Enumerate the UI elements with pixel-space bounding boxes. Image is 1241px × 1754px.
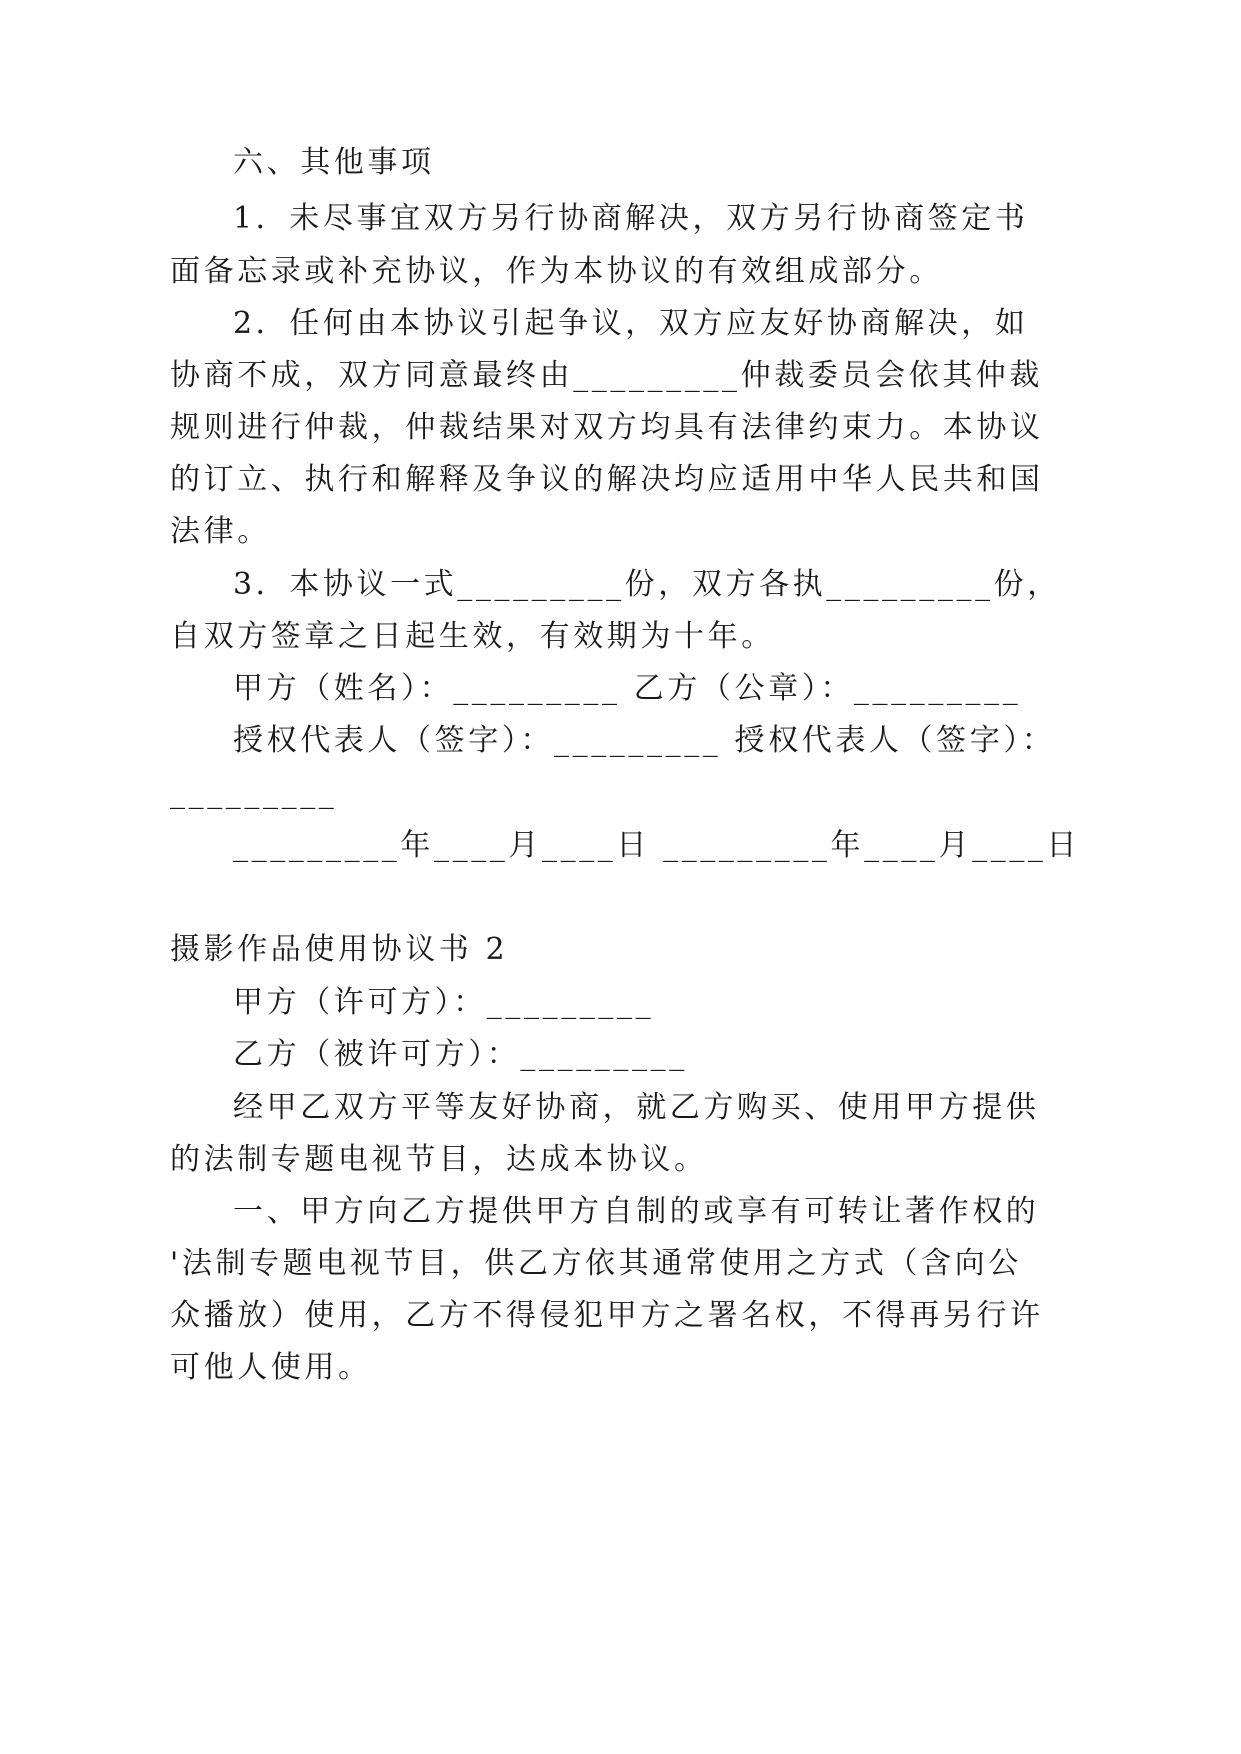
item-2-line-3: 规则进行仲裁，仲裁结果对双方均具有法律约束力。本协议 xyxy=(170,410,1044,445)
signature-rep-blank: _________ xyxy=(170,775,338,810)
item-3-line-2: 自双方签章之日起生效，有效期为十年。 xyxy=(170,619,775,654)
item-2-line-1: 2．任何由本协议引起争议，双方应友好协商解决，如 xyxy=(233,306,1029,341)
item-1-line-1: 1．未尽事宜双方另行协商解决，双方另行协商签定书 xyxy=(233,201,1029,236)
item-2-line-2: 协商不成，双方同意最终由_________仲裁委员会依其仲裁 xyxy=(170,358,1043,393)
party-b-line: 乙方（被许可方）：_________ xyxy=(233,1037,688,1072)
preamble-line-2: 的法制专题电视节目，达成本协议。 xyxy=(170,1142,708,1177)
item-1-line-2: 面备忘录或补充协议，作为本协议的有效组成部分。 xyxy=(170,254,943,289)
signature-rep-line: 授权代表人（签字）：_________ 授权代表人（签字）： xyxy=(233,723,1056,758)
item-3-line-1: 3．本协议一式_________份，双方各执_________份， xyxy=(233,567,1061,602)
clause-1-line-4: 可他人使用。 xyxy=(170,1350,372,1385)
preamble-line-1: 经甲乙双方平等友好协商，就乙方购买、使用甲方提供 xyxy=(233,1090,1040,1125)
agreement-title: 摄影作品使用协议书 2 xyxy=(170,932,509,967)
item-2-line-4: 的订立、执行和解释及争议的解决均应适用中华人民共和国 xyxy=(170,462,1044,497)
clause-1-line-2: '法制专题电视节目，供乙方依其通常使用之方式（含向公 xyxy=(170,1246,1022,1281)
party-a-line: 甲方（许可方）：_________ xyxy=(233,985,655,1020)
clause-1-line-1: 一、甲方向乙方提供甲方自制的或享有可转让著作权的 xyxy=(233,1194,1040,1229)
signature-date-line: _________年____月____日 _________年____月____日 xyxy=(233,828,1081,863)
signature-party-line: 甲方（姓名）：_________ 乙方（公章）：_________ xyxy=(233,671,1022,706)
item-2-line-5: 法律。 xyxy=(170,514,271,549)
section-heading: 六、其他事项 xyxy=(233,145,435,180)
clause-1-line-3: 众播放）使用，乙方不得侵犯甲方之署名权，不得再另行许 xyxy=(170,1298,1044,1333)
